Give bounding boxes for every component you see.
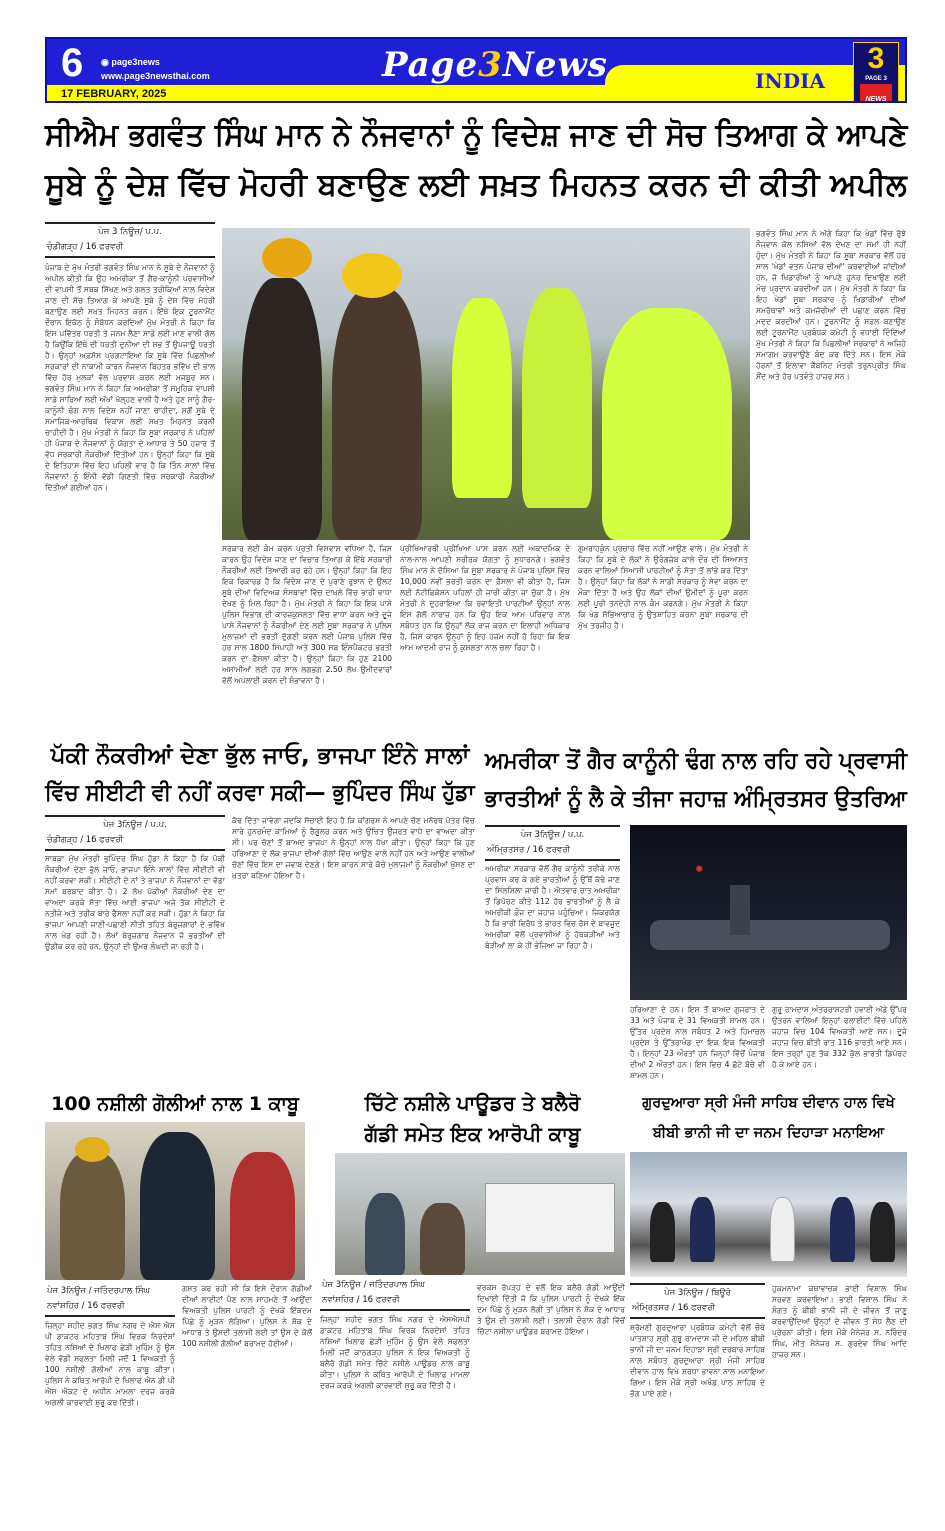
story6-body-col2: ਹੁਕਮਨਾਮਾ ਕਥਾਵਾਚਕ ਭਾਈ ਵਿਸ਼ਾਲ ਸਿੰਘ ਸਰਵਣ ਕਰਵਾਇਆ। ਭਾਈ ਵਿਸ਼ਾਲ ਸਿੰਘ ਨੇ ਸੰਗਤ ਨੂੰ ਬੀਬੀ ਭਾਨੀ ਜੀ ਦੇ ਜੀਵਨ ਤੋਂ ਜਾਣੂ ਕਰਵਾਉਂਦਿਆਂ ਉਨ੍ਹਾਂ ਦੇ ਜੀਵਨ ਤੋਂ ਸੇਧ ਲੈਣ ਦੀ ਪ੍ਰੇਰਨਾ ਕੀਤੀ। ਇਸ ਮੌਕੇ ਮੈਨੇਜਰ ਸ. ਨਰਿੰਦਰ ਸਿੰਘ, ਮੀਤ ਮੈਨੇਜਰ ਸ. ਗੁਰਦੇਵ ਸਿੰਘ ਆਦਿ ਹਾਜ਼ਰ ਸਨ। — [772, 1284, 907, 1359]
social-handle: ◉ page3news — [101, 57, 160, 67]
newspaper-logo — [382, 45, 608, 85]
story4-body-col1: ਜ਼ਿਲ੍ਹਾ ਸ਼ਹੀਦ ਭਗਤ ਸਿੰਘ ਨਗਰ ਦੇ ਐਸ ਐਸ ਪੀ ਡਾਕਟਰ ਮਹਿਤਾਬ ਸਿੰਘ ਵਿਰਕ ਨਿਰਦੇਸ਼ਾਂ ਤਹਿਤ ਨਸ਼ਿਆਂ ਦੇ ਖਿਲਾਫ ਛੇੜੀ ਮੁਹਿੰਮ ਨੂੰ ਉਸ ਵੇਲੇ ਵੱਡੀ ਸਫਲਤਾ ਮਿਲੀ ਜਦੋਂ 1 ਵਿਅਕਤੀ ਨੂੰ 100 ਨਸ਼ੀਲੀ ਗੋਲੀਆਂ ਨਾਲ ਕਾਬੂ ਕੀਤਾ। ਪੁਲਿਸ ਨੇ ਕਥਿਤ ਆਰੋਪੀ ਦੇ ਖਿਲਾਫ ਐਨ ਡੀ ਪੀ ਐਸ ਐਕਟ ਦੇ ਅਧੀਨ ਮਾਮਲਾ ਦਰਜ ਕਰਕੇ ਅਗਲੀ ਕਾਰਵਾਈ ਸ਼ੁਰੂ ਕਰ ਦਿੱਤੀ। — [45, 1321, 175, 1407]
logo-part-three: 3 — [478, 45, 503, 85]
story5-headline — [320, 1088, 625, 1150]
story4-headline — [45, 1090, 305, 1118]
story3-body-col2: ਹਰਿਆਣਾ ਦੇ ਹਨ। ਇਸ ਤੋਂ ਬਾਅਦ ਗੁਜਰਾਤ ਦੇ 33 ਅਤੇ ਪੰਜਾਬ ਦੇ 31 ਵਿਅਕਤੀ ਸ਼ਾਮਲ ਹਨ। ਉੱਤਰ ਪ੍ਰਦੇਸ਼ ਨਾਲ ਸਬੰਧਤ 2 ਅਤੇ ਹਿਮਾਚਲ ਪ੍ਰਦੇਸ਼ ਤੇ ਉੱਤਰਾਖੰਡ ਦਾ ਇਕ ਇਕ ਵਿਅਕਤੀ ਹੈ। ਇਨ੍ਹਾਂ 23 ਔਰਤਾਂ ਹਨ ਜਿਨ੍ਹਾਂ ਵਿੱਚੋਂ ਪੰਜਾਬ ਦੀਆਂ 2 ਔਰਤਾਂ ਹਨ। ਇਸ ਵਿਚ 4 ਛੋਟੇ ਬੱਚੇ ਵੀ ਸ਼ਾਮਲ ਹਨ। — [630, 1005, 765, 1080]
story3-body-col1: ਅਮਰੀਕਾ ਸਰਕਾਰ ਵੱਲੋਂ ਗੈਰ ਕਾਨੂੰਨੀ ਤਰੀਕੇ ਨਾਲ ਪ੍ਰਵਾਸ ਕਰ ਕੇ ਗਏ ਭਾਰਤੀਆਂ ਨੂੰ ਉੱਥੋਂ ਕੱਢੇ ਜਾਣ ਦਾ ਸਿਲਸਿਲਾ ਜਾਰੀ ਹੈ। ਐਤਵਾਰ ਰਾਤ ਅਮਰੀਕਾ ਤੋਂ ਡਿਪੋਰਟ ਕੀਤੇ 112 ਹੋਰ ਭਾਰਤੀਆਂ ਨੂੰ ਲੈ ਕੇ ਅਮਰੀਕੀ ਫ਼ੌਜ ਦਾ ਜਹਾਜ਼ ਪਹੁੰਚਿਆ। ਜਿਕਰਯੋਗ ਹੈ ਕਿ ਭਾਰੀ ਵਿਰੋਧ ਤੇ ਭਾਰਤ ਵਿਚ ਰੋਸ ਦੇ ਬਾਵਜੂਦ ਅਮਰੀਕਾ ਵੱਲੋਂ ਪ੍ਰਵਾਸੀਆਂ ਨੂੰ ਹੱਥਕੜੀਆਂ ਅਤੇ ਬੇੜੀਆਂ ਲਾ ਕੇ ਹੀ ਭੇਜਿਆ ਜਾ ਰਿਹਾ ਹੈ। — [485, 864, 620, 950]
page-number: 6 — [61, 41, 84, 85]
story2-byline-agency: ਪੇਜ 3ਨਿਊਜ਼ / ਪ.ਪ. — [103, 820, 167, 830]
story3-body-col3: ਗੁਰੂ ਰਾਮਦਾਸ ਅੰਤਰਰਾਸ਼ਟਰੀ ਹਵਾਈ ਅੱਡੇ ਉੱਪਰ ਉਤਰਨ ਵਾਲਿਆਂ ਇਨ੍ਹਾਂ ਫਲਾਈਟਾਂ ਵਿੱਚ ਪਹਿਲੇ ਜਹਾਜ਼ ਵਿਚ 104 ਵਿਅਕਤੀ ਆਏ ਸਨ। ਦੂਜੇ ਜਹਾਜ਼ ਵਿਚ ਬੀਤੀ ਰਾਤ 116 ਭਾਰਤੀ ਆਏ ਸਨ। ਇਸ ਤਰ੍ਹਾਂ ਹੁਣ ਤੱਕ 332 ਕੁੱਲ ਭਾਰਤੀ ਡਿਪੋਰਟ ਹੋ ਕੇ ਆਏ ਹਨ। — [772, 1005, 907, 1069]
lead-headline-line1: ਸੀਐਮ ਭਗਵੰਤ ਸਿੰਘ ਮਾਨ ਨੇ ਨੌਜਵਾਨਾਂ ਨੂੰ ਵਿਦੇਸ਼ ਜਾਣ ਦੀ ਸੋਚ ਤਿਆਗ ਕੇ ਆਪਣੇ — [45, 117, 908, 153]
lead-body-col1: ਪੰਜਾਬ ਦੇ ਮੁੱਖ ਮੰਤਰੀ ਭਗਵੰਤ ਸਿੰਘ ਮਾਨ ਨੇ ਸੂਬੇ ਦੇ ਨੌਜਵਾਨਾਂ ਨੂੰ ਅਪੀਲ ਕੀਤੀ ਕਿ ਉਹ ਅਮਰੀਕਾ ਤੋਂ ਗੈਰ-ਕਾਨੂੰਨੀ ਪਰਵਾਸੀਆਂ ਦੀ ਵਾਪਸੀ ਤੋਂ ਸਬਕ ਸਿੱਖਣ ਅਤੇ ਗਲਤ ਤਰੀਕਿਆਂ ਨਾਲ ਵਿਦੇਸ਼ ਜਾਣ ਦੀ ਸੋਚ ਤਿਆਗ ਕੇ ਆਪਣੇ ਸੂਬੇ ਨੂੰ ਦੇਸ਼ ਵਿੱਚ ਮੋਹਰੀ ਬਣਾਉਣ ਲਈ ਸਖ਼ਤ ਮਿਹਨਤ ਕਰਨ। ਇੱਥੇ ਇਕ ਟੂਰਨਾਮੈਂਟ ਦੌਰਾਨ ਇਕੱਠ ਨੂੰ ਸੰਬੋਧਨ ਕਰਦਿਆਂ ਮੁੱਖ ਮੰਤਰੀ ਨੇ ਕਿਹਾ ਕਿ ਇਸ ਪਵਿੱਤਰ ਧਰਤੀ ਤੇ ਜਨਮ ਲੈਣਾ ਸਾਡੇ ਲਈ ਮਾਣ ਵਾਲੀ ਗੱਲ ਹੈ ਕਿਉਂਕਿ ਇੱਥੇ ਦੀ ਧਰਤੀ ਦੁਨੀਆ ਦੀ ਸਭ ਤੋਂ ਉਪਜਾਊ ਧਰਤੀ ਹੈ। ਉਨ੍ਹਾਂ ਅਫ਼ਸੋਸ ਪ੍ਰਗਟਾਇਆ ਕਿ ਸੂਬੇ ਵਿੱਚ ਪਿਛਲੀਆਂ ਸਰਕਾਰਾਂ ਦੀ ਨਾਕਾਮੀ ਕਾਰਨ ਨੌਜਵਾਨ ਬਿਹਤਰ ਭਵਿੱਖ ਦੀ ਭਾਲ ਵਿੱਚ ਹੋਰ ਮੁਲਕਾਂ ਵੱਲ ਪਰਵਾਸ ਕਰਨ ਲਈ ਮਜਬੂਰ ਸਨ। ਭਗਵੰਤ ਸਿੰਘ ਮਾਨ ਨੇ ਕਿਹਾ ਕਿ ਅਮਰੀਕਾ ਤੋਂ ਸਮੂਹਿਕ ਵਾਪਸੀ ਸਾਡੇ ਸਾਰਿਆਂ ਲਈ ਅੱਖਾਂ ਖੋਲ੍ਹਣ ਵਾਲੀ ਹੈ ਅਤੇ ਹੁਣ ਸਾਨੂੰ ਗੈਰ-ਕਾਨੂੰਨੀ ਢੰਗ ਨਾਲ ਵਿਦੇਸ਼ ਨਹੀਂ ਜਾਣਾ ਚਾਹੀਦਾ, ਸਗੋਂ ਸੂਬੇ ਦੇ ਸਮਾਜਿਕ-ਆਰਥਿਕ ਵਿਕਾਸ ਲਈ ਸਖ਼ਤ ਮਿਹਨਤ ਕਰਨੀ ਚਾਹੀਦੀ ਹੈ। ਮੁੱਖ ਮੰਤਰੀ ਨੇ ਕਿਹਾ ਕਿ ਸੂਬਾ ਸਰਕਾਰ ਨੇ ਪਹਿਲਾਂ ਹੀ ਪੰਜਾਬ ਦੇ ਨੌਜਵਾਨਾਂ ਨੂੰ ਯੋਗਤਾ ਦੇ ਆਧਾਰ ਤੇ 50 ਹਜ਼ਾਰ ਤੋਂ ਵੱਧ ਸਰਕਾਰੀ ਨੌਕਰੀਆਂ ਦਿੱਤੀਆਂ ਹਨ। ਉਨ੍ਹਾਂ ਕਿਹਾ ਕਿ ਸੂਬੇ ਦੇ ਇਤਿਹਾਸ ਵਿੱਚ ਇਹ ਪਹਿਲੀ ਵਾਰ ਹੈ ਕਿ ਤਿੰਨ ਸਾਲਾਂ ਵਿੱਚ ਨੌਜਵਾਨਾਂ ਨੂੰ ਇੰਨੀ ਵੱਡੀ ਗਿਣਤੀ ਵਿੱਚ ਸਰਕਾਰੀ ਨੌਕਰੀਆਂ ਦਿੱਤੀਆਂ ਗਈਆਂ ਹਨ। — [45, 263, 215, 492]
story2-dateline: ਚੰਡੀਗੜ੍ਹ / 16 ਫਰਵਰੀ — [47, 835, 124, 845]
story3-byline-agency: ਪੇਜ 3ਨਿਊਜ਼ / ਪ.ਪ. — [520, 830, 585, 840]
story2-body-col1: ਸਾਬਕਾ ਮੁੱਖ ਮੰਤਰੀ ਭੁਪਿੰਦਰ ਸਿੰਘ ਹੁੱਡਾ ਨੇ ਕਿਹਾ ਹੈ ਕਿ ਪੱਕੀ ਨੌਕਰੀਆਂ ਦੇਣਾ ਭੁੱਲ ਜਾਓ, ਭਾਜਪਾ ਇੰਨੇ ਸਾਲਾਂ ਵਿੱਚ ਸੀਈਟੀ ਵੀ ਨਹੀਂ ਕਰਵਾ ਸਕੀ। ਸੀਈਟੀ ਦੇ ਨਾਂ ਤੇ ਭਾਜਪਾ ਨੇ ਨੌਜਵਾਨਾਂ ਦਾ ਵੱਡਾ ਸਮਾਂ ਬਰਬਾਦ ਕੀਤਾ ਹੈ। 2 ਲੱਖ ਪੱਕੀਆਂ ਨੌਕਰੀਆਂ ਦੇਣ ਦਾ ਵਾਅਦਾ ਕਰਕੇ ਸੱਤਾ ਵਿੱਚ ਆਈ ਭਾਜਪਾ ਅਜੇ ਤੱਕ ਸੀਈਟੀ ਦੇ ਨਤੀਜੇ ਅਤੇ ਤਰੀਕ ਬਾਰੇ ਫੈਸਲਾ ਨਹੀਂ ਕਰ ਸਕੀ। ਹੁੱਡਾ ਨੇ ਕਿਹਾ ਕਿ ਭਾਜਪਾ ਆਪਣੀ ਜਾਣੀ-ਪਛਾਣੀ ਨੀਤੀ ਤਹਿਤ ਬੇਰੁਜ਼ਗਾਰਾਂ ਦੇ ਭਵਿੱਖ ਨਾਲ ਖੇਡ ਰਹੀ ਹੈ। ਲੱਖਾਂ ਬੇਰੁਜ਼ਗਾਰ ਨੌਜਵਾਨ ਜੋ ਭਰਤੀਆਂ ਦੀ ਉਡੀਕ ਕਰ ਰਹੇ ਹਨ, ਉਨ੍ਹਾਂ ਦੀ ਉਮਰ ਲੰਘਦੀ ਜਾ ਰਹੀ ਹੈ। — [45, 854, 225, 951]
story6-headline-line2: ਬੀਬੀ ਭਾਨੀ ਜੀ ਦਾ ਜਨਮ ਦਿਹਾੜਾ ਮਨਾਇਆ — [652, 1125, 885, 1141]
story5-headline-line2: ਗੱਡੀ ਸਮੇਤ ਇਕ ਆਰੋਪੀ ਕਾਬੂ — [364, 1122, 581, 1146]
story6-dateline: ਅੰਮ੍ਰਿਤਸਰ / 16 ਫਰਵਰੀ — [632, 1303, 716, 1313]
story5-photo-seized-vehicle — [335, 1153, 625, 1275]
badge-label: PAGE 3 — [865, 76, 887, 82]
lead-body-col2: ਸਰਕਾਰ ਲਈ ਕੰਮ ਕਰਨ ਪ੍ਰਤੀ ਵਿਸ਼ਵਾਸ ਵਧਿਆ ਹੈ, ਜਿਸ ਕਾਰਨ ਉਹ ਵਿਦੇਸ਼ ਜਾਣ ਦਾ ਵਿਚਾਰ ਤਿਆਗ ਕੇ ਇੱਥੇ ਸਰਕਾਰੀ ਨੌਕਰੀਆਂ ਲਈ ਤਿਆਰੀ ਕਰ ਰਹੇ ਹਨ। ਉਨ੍ਹਾਂ ਕਿਹਾ ਕਿ ਇਹ ਇਕ ਰਿਕਾਰਡ ਹੈ ਕਿ ਵਿਦੇਸ਼ ਜਾਣ ਦੇ ਪੁਰਾਣੇ ਰੁਝਾਨ ਦੇ ਉਲਟ ਸੂਬੇ ਦੀਆਂ ਵਿਦਿਅਕ ਸੰਸਥਾਵਾਂ ਵਿੱਚ ਦਾਖ਼ਲੇ ਵਿੱਚ ਭਾਰੀ ਵਾਧਾ ਦੇਖਣ ਨੂੰ ਮਿਲ ਰਿਹਾ ਹੈ। ਮੁੱਖ ਮੰਤਰੀ ਨੇ ਕਿਹਾ ਕਿ ਇਕ ਪਾਸੇ ਪੁਲਿਸ ਵਿਭਾਗ ਦੀ ਕਾਰਜਕੁਸ਼ਲਤਾ ਵਿੱਚ ਵਾਧਾ ਕਰਨ ਅਤੇ ਦੂਜੇ ਪਾਸੇ ਨੌਜਵਾਨਾਂ ਨੂੰ ਨੌਕਰੀਆਂ ਦੇਣ ਲਈ ਸੂਬਾ ਸਰਕਾਰ ਨੇ ਪੁਲਿਸ ਮੁਲਾਜ਼ਮਾਂ ਦੀ ਭਰਤੀ ਦੁੱਗਣੀ ਕਰਨ ਲਈ ਪੰਜਾਬ ਪੁਲਿਸ ਵਿੱਚ ਹਰ ਸਾਲ 1800 ਸਿਪਾਹੀ ਅਤੇ 300 ਸਬ ਇੰਸਪੈਕਟਰ ਭਰਤੀ ਕਰਨ ਦਾ ਫ਼ੈਸਲਾ ਕੀਤਾ ਹੈ। ਉਨ੍ਹਾਂ ਕਿਹਾ ਕਿ ਹੁਣ 2100 ਅਸਾਮੀਆਂ ਲਈ ਹਰ ਸਾਲ ਲਗਭਗ 2.50 ਲੱਖ ਉਮੀਦਵਾਰਾਂ ਵੱਲੋਂ ਅਪਲਾਈ ਕਰਨ ਦੀ ਸੰਭਾਵਨਾ ਹੈ। — [222, 544, 392, 685]
lead-body-col4: ਗੁਮਰਾਹਕੁੰਨ ਪ੍ਰਚਾਰ ਵਿੱਚ ਨਹੀਂ ਆਉਣ ਵਾਲੇ। ਮੁੱਖ ਮੰਤਰੀ ਨੇ ਕਿਹਾ ਕਿ ਸੂਬੇ ਦੇ ਲੋਕਾਂ ਨੇ ਉਰੰਗਜ਼ੇਬ ਕਾਲੇ ਦੌਰ ਦੀ ਸਿਆਸਤ ਕਰਨ ਵਾਲਿਆਂ ਸਿਆਸੀ ਪਾਰਟੀਆਂ ਨੂੰ ਸੱਤਾ ਤੋਂ ਲਾਂਭੇ ਕਰ ਦਿੱਤਾ ਹੈ। ਉਨ੍ਹਾਂ ਕਿਹਾ ਕਿ ਲੋਕਾਂ ਨੇ ਸਾਡੀ ਸਰਕਾਰ ਨੂੰ ਸੇਵਾ ਕਰਨ ਦਾ ਮੌਕਾ ਦਿੱਤਾ ਹੈ ਅਤੇ ਉਹ ਲੋਕਾਂ ਦੀਆਂ ਉਮੀਦਾਂ ਨੂੰ ਪੂਰਾ ਕਰਨ ਲਈ ਪੂਰੀ ਤਨਦੇਹੀ ਨਾਲ ਕੰਮ ਕਰਨਗੇ। ਮੁੱਖ ਮੰਤਰੀ ਨੇ ਕਿਹਾ ਕਿ ਖੇਡ ਸੱਭਿਆਚਾਰ ਨੂੰ ਉਤਸ਼ਾਹਿਤ ਕਰਨਾ ਸੂਬਾ ਸਰਕਾਰ ਦੀ ਮੁੱਖ ਤਰਜੀਹ ਹੈ। — [578, 544, 748, 630]
story6-photo-gurdwara-event — [630, 1152, 907, 1277]
website-link[interactable]: www.page3newsthai.com — [101, 71, 210, 81]
logo-part-left: Page — [382, 45, 479, 85]
page3-badge-logo — [853, 42, 899, 102]
story4-body-col2: ਗਸ਼ਤ ਕਰ ਰਹੀ ਸੀ ਕਿ ਇਸੇ ਦੌਰਾਨ ਗੱਡੀਆਂ ਦੀਆਂ ਲਾਈਟਾਂ ਪੈਣ ਨਾਲ ਸਾਹਮਣੇ ਤੋਂ ਆਉਂਦਾ ਵਿਅਕਤੀ ਪੁਲਿਸ ਪਾਰਟੀ ਨੂੰ ਦੇਖਕੇ ਇੱਕਦਮ ਪਿੱਛੇ ਨੂੰ ਮੁੜਨ ਲੱਗਿਆ। ਪੁਲਿਸ ਨੇ ਸ਼ੱਕ ਦੇ ਆਧਾਰ ਤੇ ਉਸਦੀ ਤਲਾਸ਼ੀ ਲਈ ਤਾਂ ਉਸ ਦੇ ਕੋਲੋਂ 100 ਨਸ਼ੀਲੀ ਗੋਲੀਆਂ ਬਰਾਮਦ ਹੋਈਆਂ। — [182, 1284, 312, 1348]
story5-body-col2: ਵਰਕਸ ਰੋਪੜ੍ਹ ਦੇ ਵਲੋਂ ਇਕ ਬਲੈਰੋ ਗੱਡੀ ਆਉਂਦੀ ਦਿਖਾਈ ਦਿੱਤੀ ਜੋ ਕਿ ਪੁਲਿਸ ਪਾਰਟੀ ਨੂੰ ਦੇਖਕੇ ਇੱਕ ਦਮ ਪਿੱਛੇ ਨੂੰ ਮੁੜਨ ਲੱਗੀ ਤਾਂ ਪੁਲਿਸ ਨੇ ਸ਼ੱਕ ਦੇ ਆਧਾਰ ਤੇ ਉਸ ਦੀ ਤਲਾਸ਼ੀ ਲਈ। ਤਲਾਸ਼ੀ ਦੌਰਾਨ ਗੱਡੀ ਵਿੱਚੋਂ ਚਿੱਟਾ ਨਸ਼ੀਲਾ ਪਾਊਡਰ ਬਰਾਮਦ ਹੋਇਆ। — [477, 1283, 625, 1336]
social-handle-text: page3news — [111, 57, 160, 67]
story4-byline — [45, 1283, 175, 1317]
badge-news: NEWS — [860, 84, 892, 103]
issue-date: 17 FEBRUARY, 2025 — [61, 88, 167, 100]
story2-body-col2: ਕੱਢ ਦਿੱਤਾ ਜਾਵੇਗਾ ਜਦਕਿ ਸੱਚਾਈ ਇਹ ਹੈ ਕਿ ਕਾਂਗਰਸ ਨੇ ਆਪਣੇ ਚੋਣ ਮਨੋਰਥ ਪੱਤਰ ਵਿੱਚ ਸਾਰੇ ਹੁਨਰਮੰਦ ਕਾਮਿਆਂ ਨੂੰ ਰੈਗੂਲਰ ਕਰਨ ਅਤੇ ਉਚਿਤ ਉਜਰਤ ਵਾਧੇ ਦਾ ਵਾਅਦਾ ਕੀਤਾ ਸੀ। ਪਰ ਚੋਣਾਂ ਤੋਂ ਬਾਅਦ ਭਾਜਪਾ ਨੇ ਉਨ੍ਹਾਂ ਨਾਲ ਧੋਖਾ ਕੀਤਾ। ਉਨ੍ਹਾਂ ਕਿਹਾ ਕਿ ਹੁਣ ਹਰਿਆਣਾ ਦੇ ਲੋਕ ਭਾਜਪਾ ਦੀਆਂ ਗੱਲਾਂ ਵਿੱਚ ਆਉਣ ਵਾਲੇ ਨਹੀਂ ਹਨ ਅਤੇ ਆਉਣ ਵਾਲੀਆਂ ਚੋਣਾਂ ਵਿੱਚ ਇਸ ਦਾ ਜਵਾਬ ਦੇਣਗੇ। ਇਸ ਕਾਰਨ ਸਾਰੇ ਕੱਚੇ ਮੁਲਾਜ਼ਮਾਂ ਨੂੰ ਨੌਕਰੀਆਂ ਖੁੱਸਣ ਦਾ ਖ਼ਤਰਾ ਬਣਿਆ ਹੋਇਆ ਹੈ। — [232, 816, 475, 880]
story4-photo-police-accused — [45, 1122, 305, 1280]
lead-byline — [45, 222, 215, 258]
story2-headline-line2: ਵਿੱਚ ਸੀਈਟੀ ਵੀ ਨਹੀਂ ਕਰਵਾ ਸਕੀ— ਭੁਪਿੰਦਰ ਸਿੰਘ ਹੁੱਡਾ — [45, 780, 475, 806]
story6-headline-line1: ਗੁਰਦੁਆਰਾ ਸ੍ਰੀ ਮੰਜੀ ਸਾਹਿਬ ਦੀਵਾਨ ਹਾਲ ਵਿਖੇ — [642, 1095, 895, 1111]
lead-dateline: ਚੰਡੀਗੜ੍ਹ / 16 ਫਰਵਰੀ — [47, 242, 124, 252]
story3-headline — [485, 742, 907, 818]
story6-byline — [630, 1283, 765, 1319]
story5-dateline: ਨਵਾਂਸ਼ਹਿਰ / 16 ਫਰਵਰੀ — [322, 1295, 400, 1305]
story4-byline-agency: ਪੇਜ 3ਨਿਊਜ਼ / ਜਤਿੰਦਰਪਾਲ ਸਿੰਘ — [47, 1286, 150, 1296]
story3-photo-plane-night — [630, 825, 907, 1000]
masthead — [45, 37, 907, 103]
edition-label: INDIA — [755, 69, 825, 93]
lead-headline-line2: ਸੂਬੇ ਨੂੰ ਦੇਸ਼ ਵਿੱਚ ਮੋਹਰੀ ਬਣਾਉਣ ਲਈ ਸਖ਼ਤ ਮਿਹਨਤ ਕਰਨ ਦੀ ਕੀਤੀ ਅਪੀਲ — [45, 167, 907, 203]
lead-headline — [45, 110, 907, 210]
story3-headline-line1: ਅਮਰੀਕਾ ਤੋਂ ਗੈਰ ਕਾਨੂੰਨੀ ਢੰਗ ਨਾਲ ਰਹਿ ਰਹੇ ਪ੍ਰਵਾਸੀ — [485, 748, 907, 774]
story2-headline — [45, 738, 475, 812]
story6-headline — [630, 1088, 907, 1148]
badge-number: 3 — [867, 42, 885, 75]
story5-body-col1: ਜ਼ਿਲ੍ਹਾ ਸ਼ਹੀਦ ਭਗਤ ਸਿੰਘ ਨਗਰ ਦੇ ਐਸਐਸਪੀ ਡਾਕਟਰ ਮਹਿਤਾਬ ਸਿੰਘ ਵਿਰਕ ਨਿਰਦੇਸ਼ਾਂ ਤਹਿਤ ਨਸ਼ਿਆਂ ਖਿਲਾਫ ਛੇੜੀ ਮੁਹਿੰਮ ਨੂੰ ਉਸ ਵੇਲੇ ਸਫਲਤਾ ਮਿਲੀ ਜਦੋਂ ਕਾਠਗੜ੍ਹ ਪੁਲਿਸ ਨੇ ਇਕ ਵਿਅਕਤੀ ਨੂੰ ਬਲੈਰੋ ਗੱਡੀ ਸਮੇਤ ਚਿੱਟੇ ਨਸ਼ੀਲੇ ਪਾਊਡਰ ਨਾਲ ਕਾਬੂ ਕੀਤਾ। ਪੁਲਿਸ ਨੇ ਕਥਿਤ ਆਰੋਪੀ ਦੇ ਖਿਲਾਫ ਮਾਮਲਾ ਦਰਜ ਕਰਕੇ ਅਗਲੀ ਕਾਰਵਾਈ ਸ਼ੁਰੂ ਕਰ ਦਿੱਤੀ ਹੈ। — [320, 1315, 470, 1390]
story5-byline — [320, 1277, 470, 1311]
story2-headline-line1: ਪੱਕੀ ਨੌਕਰੀਆਂ ਦੇਣਾ ਭੁੱਲ ਜਾਓ, ਭਾਜਪਾ ਇੰਨੇ ਸਾਲਾਂ — [50, 743, 470, 769]
logo-part-right: News — [502, 45, 608, 85]
story3-byline — [485, 825, 620, 861]
story5-byline-agency: ਪੇਜ 3ਨਿਊਜ਼ / ਜਤਿੰਦਰਪਾਲ ਸਿੰਘ — [322, 1280, 425, 1290]
lead-photo-cm-handshake — [222, 228, 750, 540]
story3-dateline: ਅੰਮ੍ਰਿਤਸਰ / 16 ਫਰਵਰੀ — [487, 845, 571, 855]
story4-dateline: ਨਵਾਂਸ਼ਹਿਰ / 16 ਫਰਵਰੀ — [47, 1301, 125, 1311]
lead-body-col5: ਭਗਵੰਤ ਸਿੰਘ ਮਾਨ ਨੇ ਅੱਗੇ ਕਿਹਾ ਕਿ ਖੇਡਾਂ ਵਿੱਚ ਰੁੱਝੇ ਨੌਜਵਾਨ ਕੋਲ ਨਸ਼ਿਆਂ ਵੱਲ ਦੇਖਣ ਦਾ ਸਮਾਂ ਹੀ ਨਹੀਂ ਹੁੰਦਾ। ਮੁੱਖ ਮੰਤਰੀ ਨੇ ਕਿਹਾ ਕਿ ਸੂਬਾ ਸਰਕਾਰ ਵੱਲੋਂ ਹਰ ਸਾਲ 'ਖੇਡਾਂ ਵਤਨ ਪੰਜਾਬ ਦੀਆਂ' ਕਰਵਾਈਆਂ ਜਾਂਦੀਆਂ ਹਨ, ਜੋ ਖਿਡਾਰੀਆਂ ਨੂੰ ਆਪਣੇ ਹੁਨਰ ਦਿਖਾਉਣ ਲਈ ਮੰਚ ਪ੍ਰਦਾਨ ਕਰਦੀਆਂ ਹਨ। ਮੁੱਖ ਮੰਤਰੀ ਨੇ ਕਿਹਾ ਕਿ ਇਹ ਖੇਡਾਂ ਸੂਬਾ ਸਰਕਾਰ ਨੂੰ ਖਿਡਾਰੀਆਂ ਦੀਆਂ ਸਮਰੱਥਾਵਾਂ ਅਤੇ ਕਮਜ਼ੋਰੀਆਂ ਦੀ ਪਛਾਣ ਕਰਨ ਵਿੱਚ ਮਦਦ ਕਰਦੀਆਂ ਹਨ। ਟੂਰਨਾਮੈਂਟ ਨੂੰ ਸਫ਼ਲ ਬਣਾਉਣ ਲਈ ਟੂਰਨਾਮੈਂਟ ਪ੍ਰਬੰਧਕ ਕਮੇਟੀ ਨੂੰ ਵਧਾਈ ਦਿੰਦਿਆਂ ਮੁੱਖ ਮੰਤਰੀ ਨੇ ਕਿਹਾ ਕਿ ਪਿਛਲੀਆਂ ਸਰਕਾਰਾਂ ਨੇ ਅਜਿਹੇ ਸਮਾਗਮ ਕਰਵਾਉਣੇ ਬੰਦ ਕਰ ਦਿੱਤੇ ਸਨ। ਇਸ ਮੌਕੇ ਹੋਰਨਾਂ ਤੋਂ ਇਲਾਵਾ ਕੈਬਨਿਟ ਮੰਤਰੀ ਤਰੁਨਪ੍ਰੀਤ ਸਿੰਘ ਸੌਂਦ ਅਤੇ ਹੋਰ ਪਤਵੰਤੇ ਹਾਜ਼ਰ ਸਨ। — [756, 229, 906, 381]
lead-byline-agency: ਪੇਜ 3 ਨਿਊਜ਼/ ਪ.ਪ. — [98, 227, 162, 237]
story3-headline-line2: ਭਾਰਤੀਆਂ ਨੂੰ ਲੈ ਕੇ ਤੀਜਾ ਜਹਾਜ਼ ਅੰਮ੍ਰਿਤਸਰ ਉਤਰਿਆ — [485, 786, 907, 812]
story2-byline — [45, 815, 225, 851]
lead-body-col3: ਪ੍ਰੀਖਿਆਰਥੀ ਪ੍ਰੀਖਿਆ ਪਾਸ ਕਰਨ ਲਈ ਅਕਾਦਮਿਕ ਦੇ ਨਾਲ-ਨਾਲ ਆਪਣੀ ਸਰੀਰਕ ਯੋਗਤਾ ਨੂੰ ਸੁਧਾਰਨਗੇ। ਭਗਵੰਤ ਸਿੰਘ ਮਾਨ ਨੇ ਦੱਸਿਆ ਕਿ ਸੂਬਾ ਸਰਕਾਰ ਨੇ ਪੰਜਾਬ ਪੁਲਿਸ ਵਿੱਚ 10,000 ਨਵੀਂ ਭਰਤੀ ਕਰਨ ਦਾ ਫ਼ੈਸਲਾ ਵੀ ਕੀਤਾ ਹੈ, ਜਿਸ ਲਈ ਨੋਟੀਫਿਕੇਸ਼ਨ ਪਹਿਲਾਂ ਹੀ ਜਾਰੀ ਕੀਤਾ ਜਾ ਚੁੱਕਾ ਹੈ। ਮੁੱਖ ਮੰਤਰੀ ਨੇ ਦੁਹਰਾਇਆ ਕਿ ਰਵਾਇਤੀ ਪਾਰਟੀਆਂ ਉਨ੍ਹਾਂ ਨਾਲ ਇਸ ਗੱਲੋਂ ਨਾਰਾਜ਼ ਹਨ ਕਿ ਉਹ ਇਕ ਆਮ ਪਰਿਵਾਰ ਨਾਲ ਸਬੰਧਤ ਹਨ ਕਿ ਉਨ੍ਹਾਂ ਲੋਕ ਰਾਜ ਕਰਨ ਦਾ ਇਲਾਹੀ ਅਧਿਕਾਰ ਹੈ, ਜਿਸ ਕਾਰਨ ਉਨ੍ਹਾਂ ਨੂੰ ਇਹ ਹਜ਼ਮ ਨਹੀਂ ਹੋ ਰਿਹਾ ਕਿ ਇਕ ਆਮ ਆਦਮੀ ਰਾਜ ਨੂੰ ਕੁਸ਼ਲਤਾ ਨਾਲ ਚਲਾ ਰਿਹਾ ਹੈ। — [400, 544, 570, 652]
story4-headline-text: 100 ਨਸ਼ੀਲੀ ਗੋਲੀਆਂ ਨਾਲ 1 ਕਾਬੂ — [51, 1093, 299, 1115]
story6-body-col1: ਸ਼੍ਰੋਮਣੀ ਗੁਰਦੁਆਰਾ ਪ੍ਰਬੰਧਕ ਕਮੇਟੀ ਵੱਲੋਂ ਚੌਥੇ ਪਾਤਸ਼ਾਹ ਸ੍ਰੀ ਗੁਰੂ ਰਾਮਦਾਸ ਜੀ ਦੇ ਮਹਿਲ ਬੀਬੀ ਭਾਨੀ ਜੀ ਦਾ ਜਨਮ ਦਿਹਾੜਾ ਸ੍ਰੀ ਦਰਬਾਰ ਸਾਹਿਬ ਨਾਲ ਸਬੰਧਤ ਗੁਰਦੁਆਰਾ ਸ੍ਰੀ ਮੰਜੀ ਸਾਹਿਬ ਦੀਵਾਨ ਹਾਲ ਵਿਖੇ ਸ਼ਰਧਾ ਭਾਵਨਾ ਨਾਲ ਮਨਾਇਆ ਗਿਆ। ਇਸ ਮੌਕੇ ਸ੍ਰੀ ਅਖੰਡ ਪਾਠ ਸਾਹਿਬ ਦੇ ਭੋਗ ਪਾਏ ਗਏ। — [630, 1323, 765, 1398]
story5-headline-line1: ਚਿੱਟੇ ਨਸ਼ੀਲੇ ਪਾਊਡਰ ਤੇ ਬਲੈਰੋ — [364, 1091, 581, 1115]
story6-byline-agency: ਪੇਜ 3ਨਿਊਜ਼ / ਬਿਊਰੋ — [664, 1288, 731, 1298]
